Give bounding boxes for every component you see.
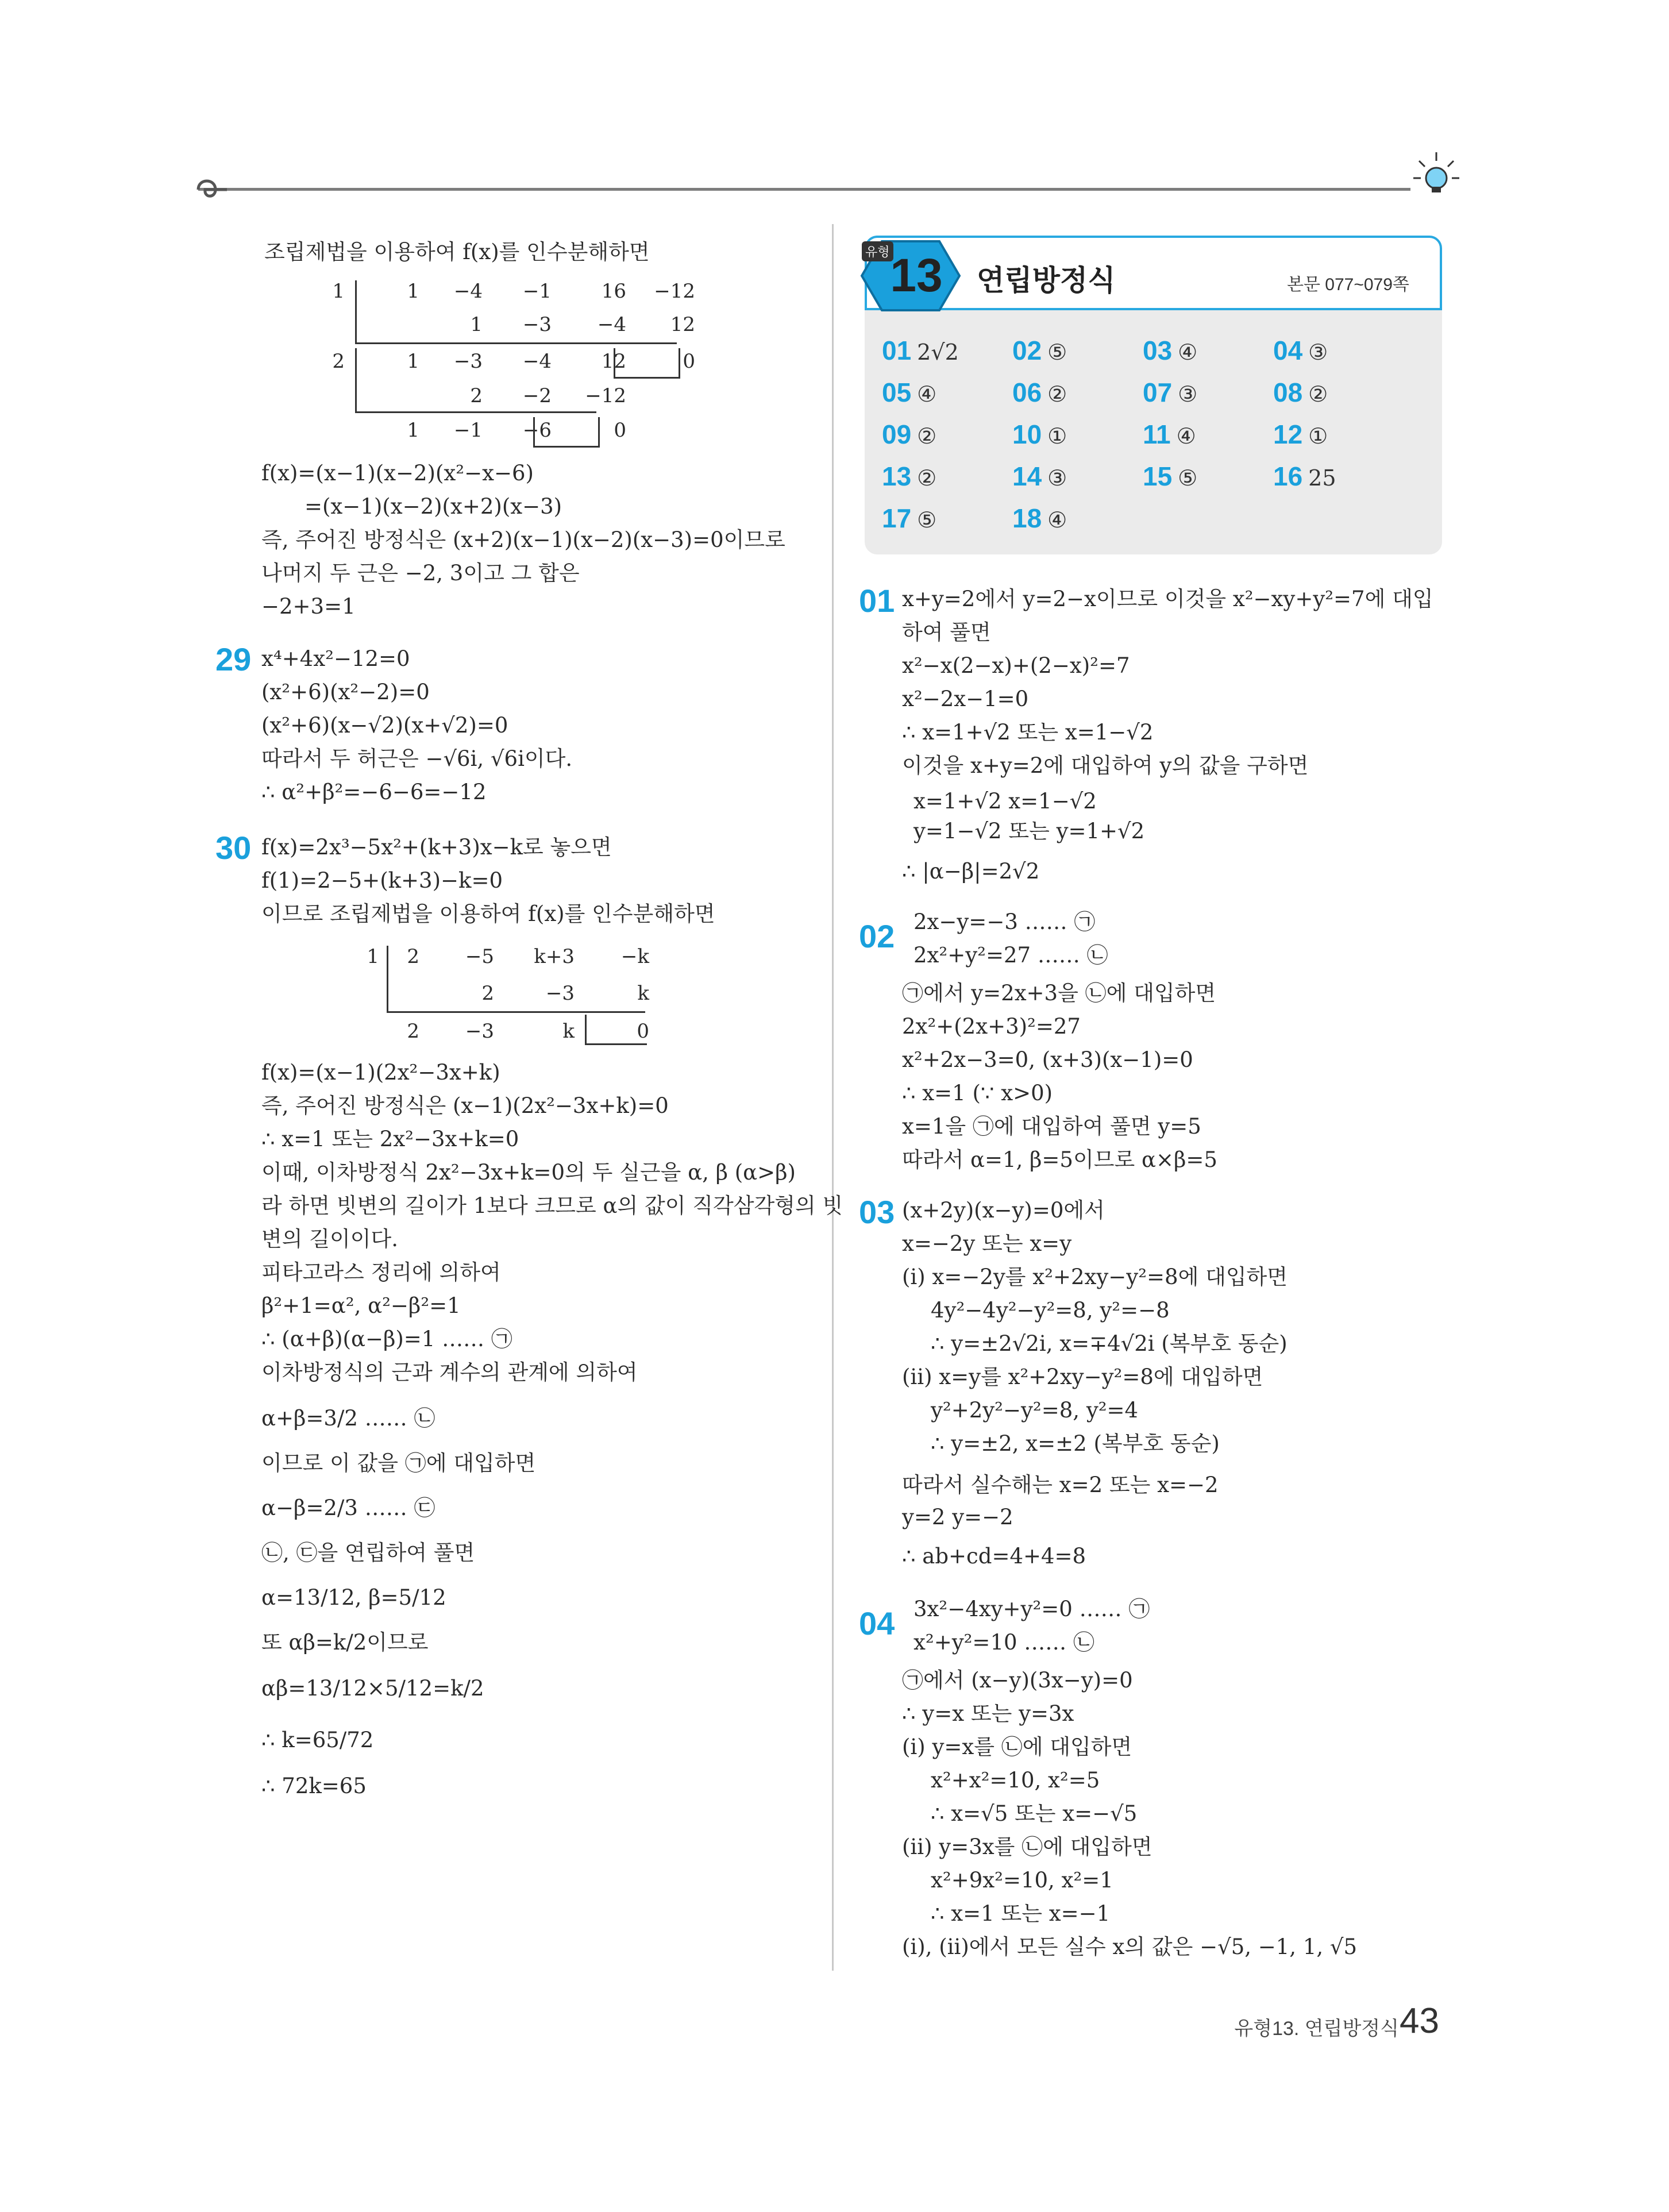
q30-line: α−β=2/3 …… ㉢ [261,1496,435,1520]
q03-line: ∴ y=±2√2i, x=∓4√2i (복부호 동순) [931,1331,1288,1356]
synth-cell: −12 [654,280,695,303]
question-number: 30 [215,830,252,866]
answer-item: 03 ④ [1143,336,1198,365]
q30-line: 피타고라스 정리에 의하여 [261,1260,501,1285]
synth-cell: −3 [522,313,552,336]
footer-label: 유형13. 연립방정식 [1234,2018,1399,2040]
question-number: 03 [859,1194,895,1230]
q03-line: y=2 y=−2 [902,1505,1013,1529]
q30-line: ∴ (α+β)(α−β)=1 …… ㉠ [261,1327,512,1351]
synth-cell: −1 [522,280,552,303]
q30-line: ∴ 72k=65 [261,1774,367,1798]
answer-item: 14 ③ [1012,461,1067,491]
q30-line: ㉡, ㉢을 연립하여 풀면 [261,1540,475,1565]
q30-line: ∴ x=1 또는 2x²−3x+k=0 [261,1127,519,1151]
q29-line: ∴ α²+β²=−6−6=−12 [261,780,487,804]
q04-line: x²+9x²=10, x²=1 [931,1868,1113,1893]
synth-cell: 2 [470,384,483,407]
q30-line: 라 하면 빗변의 길이가 1보다 크므로 α의 값이 직각삼각형의 빗 [261,1193,843,1218]
answer-item: 10 ① [1012,419,1067,449]
question-number: 04 [859,1605,895,1641]
lightbulb-icon [1410,147,1462,198]
q01-line: ∴ |α−β|=2√2 [902,859,1040,884]
synth-cell: −4 [522,350,552,373]
q04-line: x²+x²=10, x²=5 [931,1768,1100,1793]
q04-line: ㉠에서 (x−y)(3x−y)=0 [902,1668,1133,1693]
synth-cell: 1 [407,350,419,373]
q01-line: 하여 풀면 [902,620,991,645]
section-title: 연립방정식 [977,264,1116,296]
q04-line: (i), (ii)에서 모든 실수 x의 값은 −√5, −1, 1, √5 [902,1934,1358,1959]
answer-item: 04 ③ [1273,336,1328,365]
synth-cell: −3 [453,350,483,373]
answer-item: 18 ④ [1012,503,1067,533]
q30-line: f(1)=2−5+(k+3)−k=0 [261,868,503,893]
answer-item: 06 ② [1012,377,1067,407]
q04-line: (ii) y=3x를 ㉡에 대입하면 [902,1835,1153,1859]
q02-line: 따라서 α=1, β=5이므로 α×β=5 [902,1147,1217,1172]
synth-cell: −12 [585,384,626,407]
q30-line: 이므로 이 값을 ㉠에 대입하면 [261,1451,536,1475]
q30-line: 이때, 이차방정식 2x²−3x+k=0의 두 실근을 α, β (α>β) [261,1160,796,1185]
q29-line: (x²+6)(x²−2)=0 [261,680,430,704]
answer-item: 09 ② [882,419,937,449]
column-divider [832,224,834,1971]
synth-cell: 16 [601,280,626,303]
q30-line: α=13/12, β=5/12 [261,1585,446,1610]
synth-cell: −k [620,945,649,968]
q30-line: ∴ k=65/72 [261,1728,374,1752]
badge-label: 유형 [862,241,893,261]
page-reference: 본문 077~079쪽 [1287,275,1409,294]
q30-line: 또 αβ=k/2이므로 [261,1630,429,1655]
q03-line: (x+2y)(x−y)=0에서 [902,1198,1105,1223]
synth-cell: −6 [522,419,552,442]
synth-cell: −1 [453,419,483,442]
q02-line: 2x−y=−3 …… ㉠ [913,910,1096,934]
page-number: 43 [1400,2001,1439,2041]
synth-cell: k [562,1020,575,1043]
q30-line: αβ=13/12×5/12=k/2 [261,1676,484,1701]
answer-item: 07 ③ [1143,377,1198,407]
q30-line: 이차방정식의 근과 계수의 관계에 의하여 [261,1360,638,1385]
q29-line: 따라서 두 허근은 −√6i, √6i이다. [261,746,573,771]
synth-label: 1 [332,280,345,303]
q02-line: 2x²+y²=27 …… ㉡ [913,943,1108,968]
synth-label: 1 [367,945,379,968]
q30-line: 즉, 주어진 방정식은 (x−1)(2x²−3x+k)=0 [261,1093,669,1118]
synth-cell: 0 [683,350,695,373]
q30-line: f(x)=(x−1)(2x²−3x+k) [261,1060,500,1085]
q30-line: 변의 길이이다. [261,1227,398,1251]
q01-line: x²−2x−1=0 [902,687,1029,711]
synth-cell: 2 [481,982,494,1005]
q30-line: f(x)=2x³−5x²+(k+3)x−k로 놓으면 [261,835,612,860]
q03-line: x=−2y 또는 x=y [902,1231,1072,1256]
paperclip-icon [192,172,233,207]
synth-cell: −5 [465,945,494,968]
answer-item: 11 ④ [1143,419,1196,449]
synth-cell: 12 [670,313,695,336]
answer-item: 13 ② [882,461,937,491]
answer-item: 02 ⑤ [1012,336,1067,365]
section-number: 13 [890,249,943,302]
synth-cell: 2 [407,1020,419,1043]
synth-cell: −3 [465,1020,494,1043]
q04-line: ∴ y=x 또는 y=3x [902,1701,1074,1726]
answer-item: 08 ② [1273,377,1328,407]
q02-line: x=1을 ㉠에 대입하여 풀면 y=5 [902,1114,1201,1139]
q04-line: (i) y=x를 ㉡에 대입하면 [902,1735,1132,1759]
synth-cell: k [637,982,649,1005]
synth-cell: 1 [407,419,419,442]
synth-cell: −3 [545,982,575,1005]
q01-line: ∴ x=1+√2 또는 x=1−√2 [902,720,1154,745]
q30-line: α+β=3/2 …… ㉡ [261,1406,435,1431]
q30-line: β²+1=α², α²−β²=1 [261,1293,461,1318]
q01-line: x+y=2에서 y=2−x이므로 이것을 x²−xy+y²=7에 대입 [902,587,1433,611]
q04-line: ∴ x=√5 또는 x=−√5 [931,1801,1138,1826]
q02-line: x²+2x−3=0, (x+3)(x−1)=0 [902,1047,1193,1072]
answer-item: 15 ⑤ [1143,461,1198,491]
q01-line: x²−x(2−x)+(2−x)²=7 [902,653,1130,678]
q02-line: ㉠에서 y=2x+3을 ㉡에 대입하면 [902,981,1216,1005]
q03-line: ∴ y=±2, x=±2 (복부호 동순) [931,1431,1220,1456]
question-number: 01 [859,583,895,619]
synth-cell: 1 [407,280,419,303]
synth-cell: 2 [407,945,419,968]
answer-item: 16 25 [1273,461,1336,491]
synth-cell: −4 [597,313,626,336]
q02-line: 2x²+(2x+3)²=27 [902,1014,1081,1039]
q04-line: ∴ x=1 또는 x=−1 [931,1901,1111,1926]
answer-item: 01 2√2 [882,336,959,365]
q03-line: (ii) x=y를 x²+2xy−y²=8에 대입하면 [902,1365,1263,1389]
text-line: −2+3=1 [261,594,356,619]
synth-cell: −2 [522,384,552,407]
q03-line: 따라서 실수해는 x=2 또는 x=−2 [902,1473,1219,1497]
q03-line: ∴ ab+cd=4+4=8 [902,1544,1086,1569]
q01-system: x=1+√2 x=1−√2 [913,789,1097,814]
answer-item: 17 ⑤ [882,503,937,533]
q29-line: (x²+6)(x−√2)(x+√2)=0 [261,713,508,738]
question-number: 02 [859,918,895,954]
answer-item: 05 ④ [882,377,937,407]
synth-cell: 12 [601,350,626,373]
text-line: 나머지 두 근은 −2, 3이고 그 합은 [261,561,580,585]
synth-label: 2 [332,350,345,373]
q01-line: 이것을 x+y=2에 대입하여 y의 값을 구하면 [902,753,1309,778]
q30-line: 이므로 조립제법을 이용하여 f(x)를 인수분해하면 [261,901,715,926]
q04-line: x²+y²=10 …… ㉡ [913,1630,1095,1655]
q03-line: y²+2y²−y²=8, y²=4 [931,1398,1139,1423]
synth-cell: k+3 [534,945,575,968]
synth-cell: 1 [470,313,483,336]
q01-system: y=1−√2 또는 y=1+√2 [913,819,1145,843]
intro-text: 조립제법을 이용하여 f(x)를 인수분해하면 [264,240,650,264]
synth-cell: 0 [614,419,626,442]
top-rule [198,188,1410,191]
synth-cell: 0 [637,1020,649,1043]
q03-line: 4y²−4y²−y²=8, y²=−8 [931,1298,1170,1323]
synth-cell: −4 [453,280,483,303]
q04-line: 3x²−4xy+y²=0 …… ㉠ [913,1597,1150,1621]
q03-line: (i) x=−2y를 x²+2xy−y²=8에 대입하면 [902,1265,1288,1289]
q02-line: ∴ x=1 (∵ x>0) [902,1081,1053,1105]
q29-line: x⁴+4x²−12=0 [261,646,410,671]
answer-item: 12 ① [1273,419,1328,449]
f-factor-line: f(x)=(x−1)(x−2)(x²−x−6) [261,461,534,485]
f-factor-line: =(x−1)(x−2)(x+2)(x−3) [304,494,562,519]
question-number: 29 [215,641,252,677]
text-line: 즉, 주어진 방정식은 (x+2)(x−1)(x−2)(x−3)=0이므로 [261,527,785,552]
